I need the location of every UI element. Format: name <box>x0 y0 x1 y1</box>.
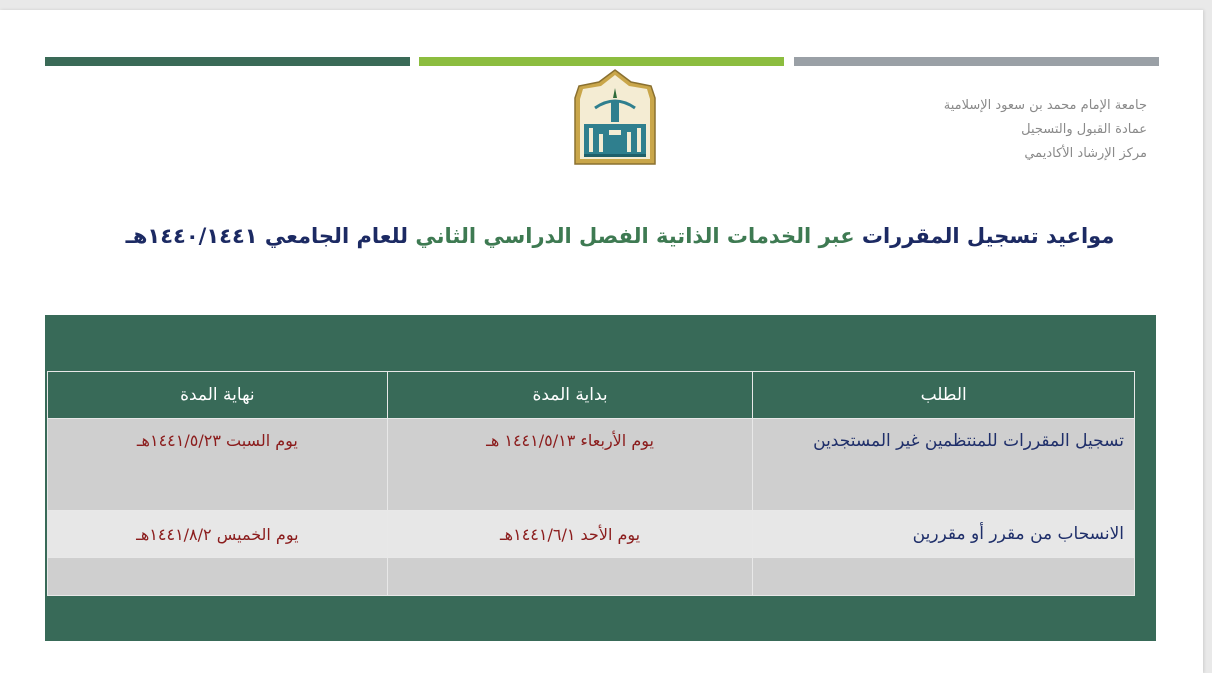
cell-request <box>753 558 1135 596</box>
cell-request: الانسحاب من مقرر أو مقررين <box>753 511 1135 558</box>
title-part-4: للعام الجامعي ١٤٤٠/١٤٤١هـ <box>125 224 409 248</box>
org-line-deanship: عمادة القبول والتسجيل <box>1021 122 1147 137</box>
schedule-panel <box>45 315 1156 641</box>
header-request: الطلب <box>753 372 1135 419</box>
title-part-1: مواعيد تسجيل المقررات <box>861 224 1115 248</box>
cell-end: يوم السبت ١٤٤١/٥/٢٣هـ <box>48 419 388 511</box>
organization-block <box>944 94 1147 166</box>
cell-start: يوم الأحد ١٤٤١/٦/١هـ <box>387 511 753 558</box>
header-start: بداية المدة <box>387 372 753 419</box>
table-row <box>48 511 1135 558</box>
cell-end <box>48 558 388 596</box>
org-line-center: مركز الإرشاد الأكاديمي <box>1024 146 1147 161</box>
university-logo-icon <box>571 68 659 168</box>
header-bar-light-green <box>419 57 784 66</box>
table-row <box>48 419 1135 511</box>
table-row-empty <box>48 558 1135 596</box>
header-bar-gray <box>794 57 1159 66</box>
header-bar-dark-green <box>45 57 410 66</box>
table-header-row <box>48 372 1135 419</box>
document-page <box>0 10 1203 673</box>
cell-start <box>387 558 753 596</box>
title-part-2: عبر الخدمات الذاتية <box>656 224 855 248</box>
org-line-university: جامعة الإمام محمد بن سعود الإسلامية <box>943 98 1147 113</box>
header-end: نهاية المدة <box>48 372 388 419</box>
cell-start: يوم الأربعاء ١٤٤١/٥/١٣ هـ <box>387 419 753 511</box>
cell-end: يوم الخميس ١٤٤١/٨/٢هـ <box>48 511 388 558</box>
cell-request: تسجيل المقررات للمنتظمين غير المستجدين <box>753 419 1135 511</box>
schedule-table <box>47 371 1135 596</box>
page-title <box>120 224 1120 248</box>
title-part-3: الفصل الدراسي الثاني <box>415 224 649 248</box>
